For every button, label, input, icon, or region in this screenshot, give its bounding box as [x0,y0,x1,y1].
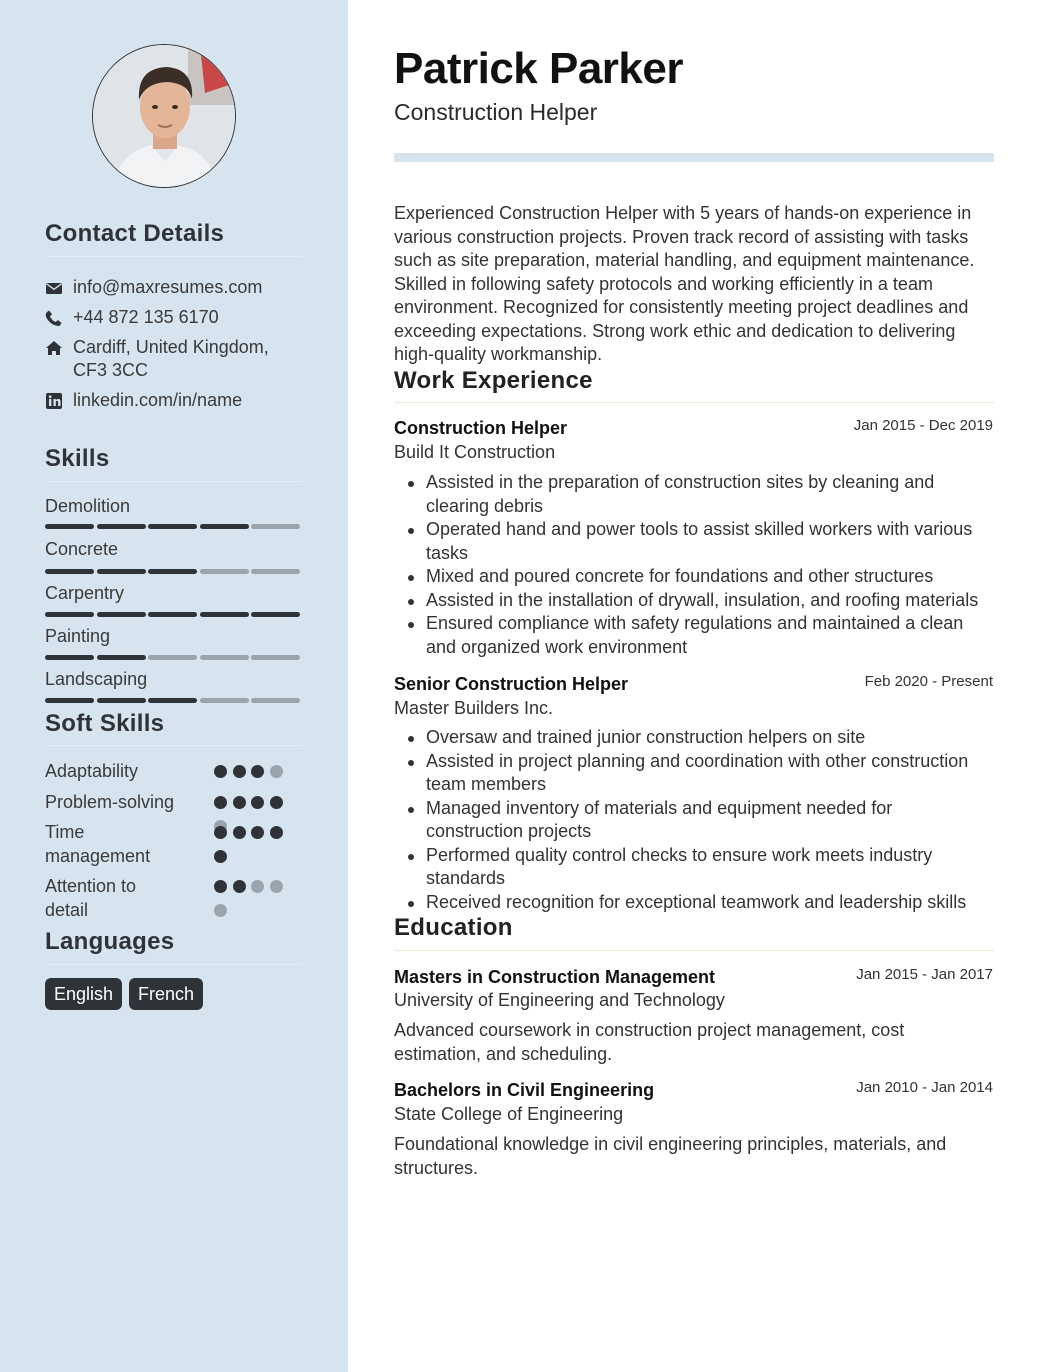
list-item: Performed quality control checks to ensure work meets industry standards [394,844,994,891]
phone-icon [45,309,63,327]
job-dates: Jan 2015 - Dec 2019 [853,417,993,434]
soft-skill-name: Attention to detail [45,876,137,920]
rating-dot-filled [270,826,283,839]
skill-bar-filled [97,698,146,703]
skill-bar-filled [200,612,249,617]
sidebar [0,0,348,1372]
skill-meter [45,569,303,575]
candidate-name: Patrick Parker [394,44,683,93]
rating-dot-filled [270,796,283,809]
skill-bar-filled [251,612,300,617]
list-item: Assisted in the installation of drywall, insulation, and roofing materials [394,589,994,613]
profile-summary: Experienced Construction Helper with 5 years of hands-on experience in various construction projects. Proven track record of assisting with tasks such as site preparation, material handling, and equipment maintenance. Skilled in following safety protocols and working efficiently in a team environment. Recognized for consistently meeting project deadlines and exceeding expectations. Strong work ethic and dedication to delivering high-quality workmanship. [394,203,975,364]
soft-skill-name: Time management [45,822,151,866]
skills-heading: Skills [45,445,110,472]
skill-name: Landscaping [45,669,148,689]
rating-dot-filled [233,880,246,893]
job-title: Senior Construction Helper [394,674,629,694]
soft-skill-name: Adaptability [45,761,139,781]
education-description: Advanced coursework in construction project management, cost estimation, and scheduling. [394,1020,905,1064]
phone-text: +44 872 135 6170 [73,307,219,327]
rating-dot-filled [251,796,264,809]
skill-bar-empty [251,698,300,703]
rating-dot-filled [214,850,227,863]
job-title: Construction Helper [394,418,568,438]
school-name: State College of Engineering [394,1104,624,1124]
skill-meter [45,655,303,661]
skill-bar-filled [45,698,94,703]
rating-dot-filled [233,796,246,809]
skill-meter [45,698,303,704]
skill-name: Demolition [45,496,131,516]
skill-bar-filled [45,569,94,574]
job-bullets [394,471,994,659]
degree-title: Bachelors in Civil Engineering [394,1080,655,1100]
list-item: Assisted in the preparation of construction sites by cleaning and clearing debris [394,471,994,518]
education-dates: Jan 2010 - Jan 2014 [856,1079,993,1096]
skill-bar-empty [251,655,300,660]
skill-name: Painting [45,626,111,646]
list-item: Managed inventory of materials and equipment needed for construction projects [394,797,994,844]
skill-bar-filled [97,569,146,574]
divider [394,950,994,951]
skill-bar-filled [148,698,197,703]
main-content [348,0,1040,1372]
rating-dot-empty [214,904,227,917]
skill-bar-filled [45,524,94,529]
education-heading: Education [394,914,513,941]
candidate-role: Construction Helper [394,99,598,125]
rating-dot-filled [251,765,264,778]
language-badge: French [129,978,203,1010]
divider [45,745,303,746]
list-item: Received recognition for exceptional teamwork and leadership skills [394,891,994,915]
education-dates: Jan 2015 - Jan 2017 [856,966,993,983]
job-company: Build It Construction [394,442,556,462]
rating-dot-filled [251,826,264,839]
job-bullets [394,726,994,914]
rating-dot-filled [233,826,246,839]
rating-dot-empty [270,765,283,778]
rating-dot-empty [251,880,264,893]
degree-title: Masters in Construction Management [394,967,716,987]
envelope-icon [45,279,63,297]
rating-dot-filled [214,880,227,893]
divider [45,964,303,965]
skill-name: Concrete [45,539,119,559]
skill-bar-filled [148,612,197,617]
skill-meter [45,524,303,530]
skill-bar-empty [200,655,249,660]
rating-dot-filled [214,796,227,809]
skill-bar-filled [45,612,94,617]
skill-bar-filled [97,524,146,529]
skill-bar-empty [200,569,249,574]
divider [45,481,303,482]
job-company: Master Builders Inc. [394,698,554,718]
skill-bar-empty [251,524,300,529]
divider [394,402,994,403]
linkedin-text: linkedin.com/in/name [73,390,243,410]
list-item: Assisted in project planning and coordination with other construction team members [394,750,994,797]
soft-skill-name: Problem-solving [45,792,175,812]
list-item: Ensured compliance with safety regulations and maintained a clean and organized work environment [394,612,994,659]
work-heading: Work Experience [394,367,593,394]
language-badge: English [45,978,122,1010]
school-name: University of Engineering and Technology [394,990,725,1010]
job-dates: Feb 2020 - Present [864,673,993,690]
skill-name: Carpentry [45,583,125,603]
email-text: info@maxresumes.com [73,277,263,297]
skill-bar-filled [148,569,197,574]
skill-bar-empty [148,655,197,660]
rating-dot-empty [270,880,283,893]
accent-bar [394,153,994,162]
rating-dot-filled [233,765,246,778]
list-item: Operated hand and power tools to assist skilled workers with various tasks [394,518,994,565]
contact-heading: Contact Details [45,220,225,247]
education-description: Foundational knowledge in civil engineering principles, materials, and structures. [394,1134,947,1178]
soft-skills-heading: Soft Skills [45,710,165,737]
skill-bar-empty [200,698,249,703]
rating-dot-filled [214,765,227,778]
profile-photo [93,45,236,188]
rating-dot-filled [214,826,227,839]
skill-bar-filled [45,655,94,660]
linkedin-icon [45,392,63,410]
address-line-2: CF3 3CC [73,360,149,380]
list-item: Oversaw and trained junior construction helpers on site [394,726,994,750]
skill-bar-filled [97,655,146,660]
divider [45,256,303,257]
skill-bar-filled [97,612,146,617]
skill-bar-filled [148,524,197,529]
list-item: Mixed and poured concrete for foundations and other structures [394,565,994,589]
avatar [92,44,236,188]
skill-meter [45,612,303,618]
address-line-1: Cardiff, United Kingdom, [73,337,269,357]
languages-heading: Languages [45,928,175,955]
home-icon [45,339,63,357]
skill-bar-empty [251,569,300,574]
skill-bar-filled [200,524,249,529]
